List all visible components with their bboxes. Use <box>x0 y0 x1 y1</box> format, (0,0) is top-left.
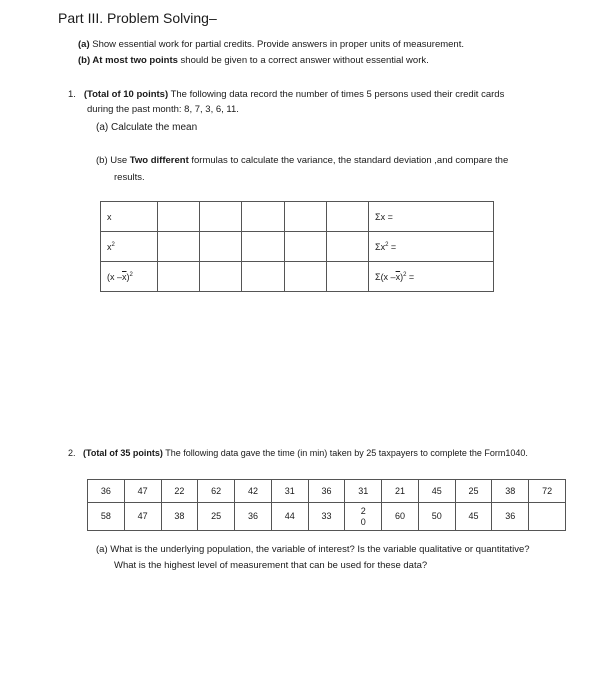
data-cell: 58 <box>88 503 125 531</box>
data-cell: 47 <box>124 503 161 531</box>
data-cell: 21 <box>382 480 419 503</box>
sum-deviation-squared-cell: Σ(x $-\overline{x})^2$ = <box>369 262 494 292</box>
data-cell: 50 <box>418 503 455 531</box>
section-title: Part III. Problem Solving– <box>58 10 217 26</box>
data-cell: 72 <box>529 480 566 503</box>
data-cell: 38 <box>161 503 198 531</box>
data-cell: 22 <box>161 480 198 503</box>
sum-x-squared-cell: $\Sigma x^2$ = <box>369 232 494 262</box>
data-cell: 36 <box>308 480 345 503</box>
question-1b-cont: results. <box>114 172 145 183</box>
data-cell <box>529 503 566 531</box>
question-1-data: during the past month: 8, 7, 3, 6, 11. <box>87 104 239 115</box>
data-cell: 62 <box>198 480 235 503</box>
data-cell: 47 <box>124 480 161 503</box>
data-cell: 45 <box>455 503 492 531</box>
data-cell: 60 <box>382 503 419 531</box>
question-1a: (a) Calculate the mean <box>96 122 198 133</box>
data-cell: 36 <box>88 480 125 503</box>
table-row <box>101 202 494 232</box>
question-2-intro: 2. (Total of 35 points) The following data gave the time (in min) taken by 25 taxpayers to complete the Form1040. <box>68 448 528 458</box>
data-cell: 25 <box>198 503 235 531</box>
question-1b: (b) Use Two different formulas to calculate the variance, the standard deviation ,and compare the <box>96 155 509 166</box>
table-row <box>88 503 566 531</box>
data-cell: 45 <box>418 480 455 503</box>
data-cell: 25 <box>455 480 492 503</box>
data-cell: 2 0 <box>345 503 382 531</box>
data-cell: 36 <box>235 503 272 531</box>
data-cell: 38 <box>492 480 529 503</box>
data-cell: 31 <box>271 480 308 503</box>
data-cell: 31 <box>345 480 382 503</box>
instruction-a: (a) Show essential work for partial credits. Provide answers in proper units of measurement. <box>78 39 464 50</box>
data-cell: 36 <box>492 503 529 531</box>
question-2a-line2: What is the highest level of measurement that can be used for these data? <box>114 560 428 571</box>
question-2a-line1: (a) What is the underlying population, the variable of interest? Is the variable qualitative or quantitative? <box>96 544 530 555</box>
row-label-x: x <box>101 202 158 232</box>
question-1-intro: 1. (Total of 10 points) The following data record the number of times 5 persons used their credit cards <box>68 89 505 100</box>
data-cell: 42 <box>235 480 272 503</box>
table-row <box>101 262 494 292</box>
q1-work-table <box>100 201 494 292</box>
data-cell: 44 <box>271 503 308 531</box>
row-label-deviation-squared: (x $-\overline{x})^2$ <box>101 262 158 292</box>
table-row <box>88 480 566 503</box>
table-row <box>101 232 494 262</box>
data-cell: 33 <box>308 503 345 531</box>
sum-x-cell: Σx = <box>369 202 494 232</box>
instruction-b: (b) At most two points should be given to a correct answer without essential work. <box>78 55 429 66</box>
row-label-x-squared: $x^2$ <box>101 232 158 262</box>
q2-data-table <box>87 479 566 531</box>
